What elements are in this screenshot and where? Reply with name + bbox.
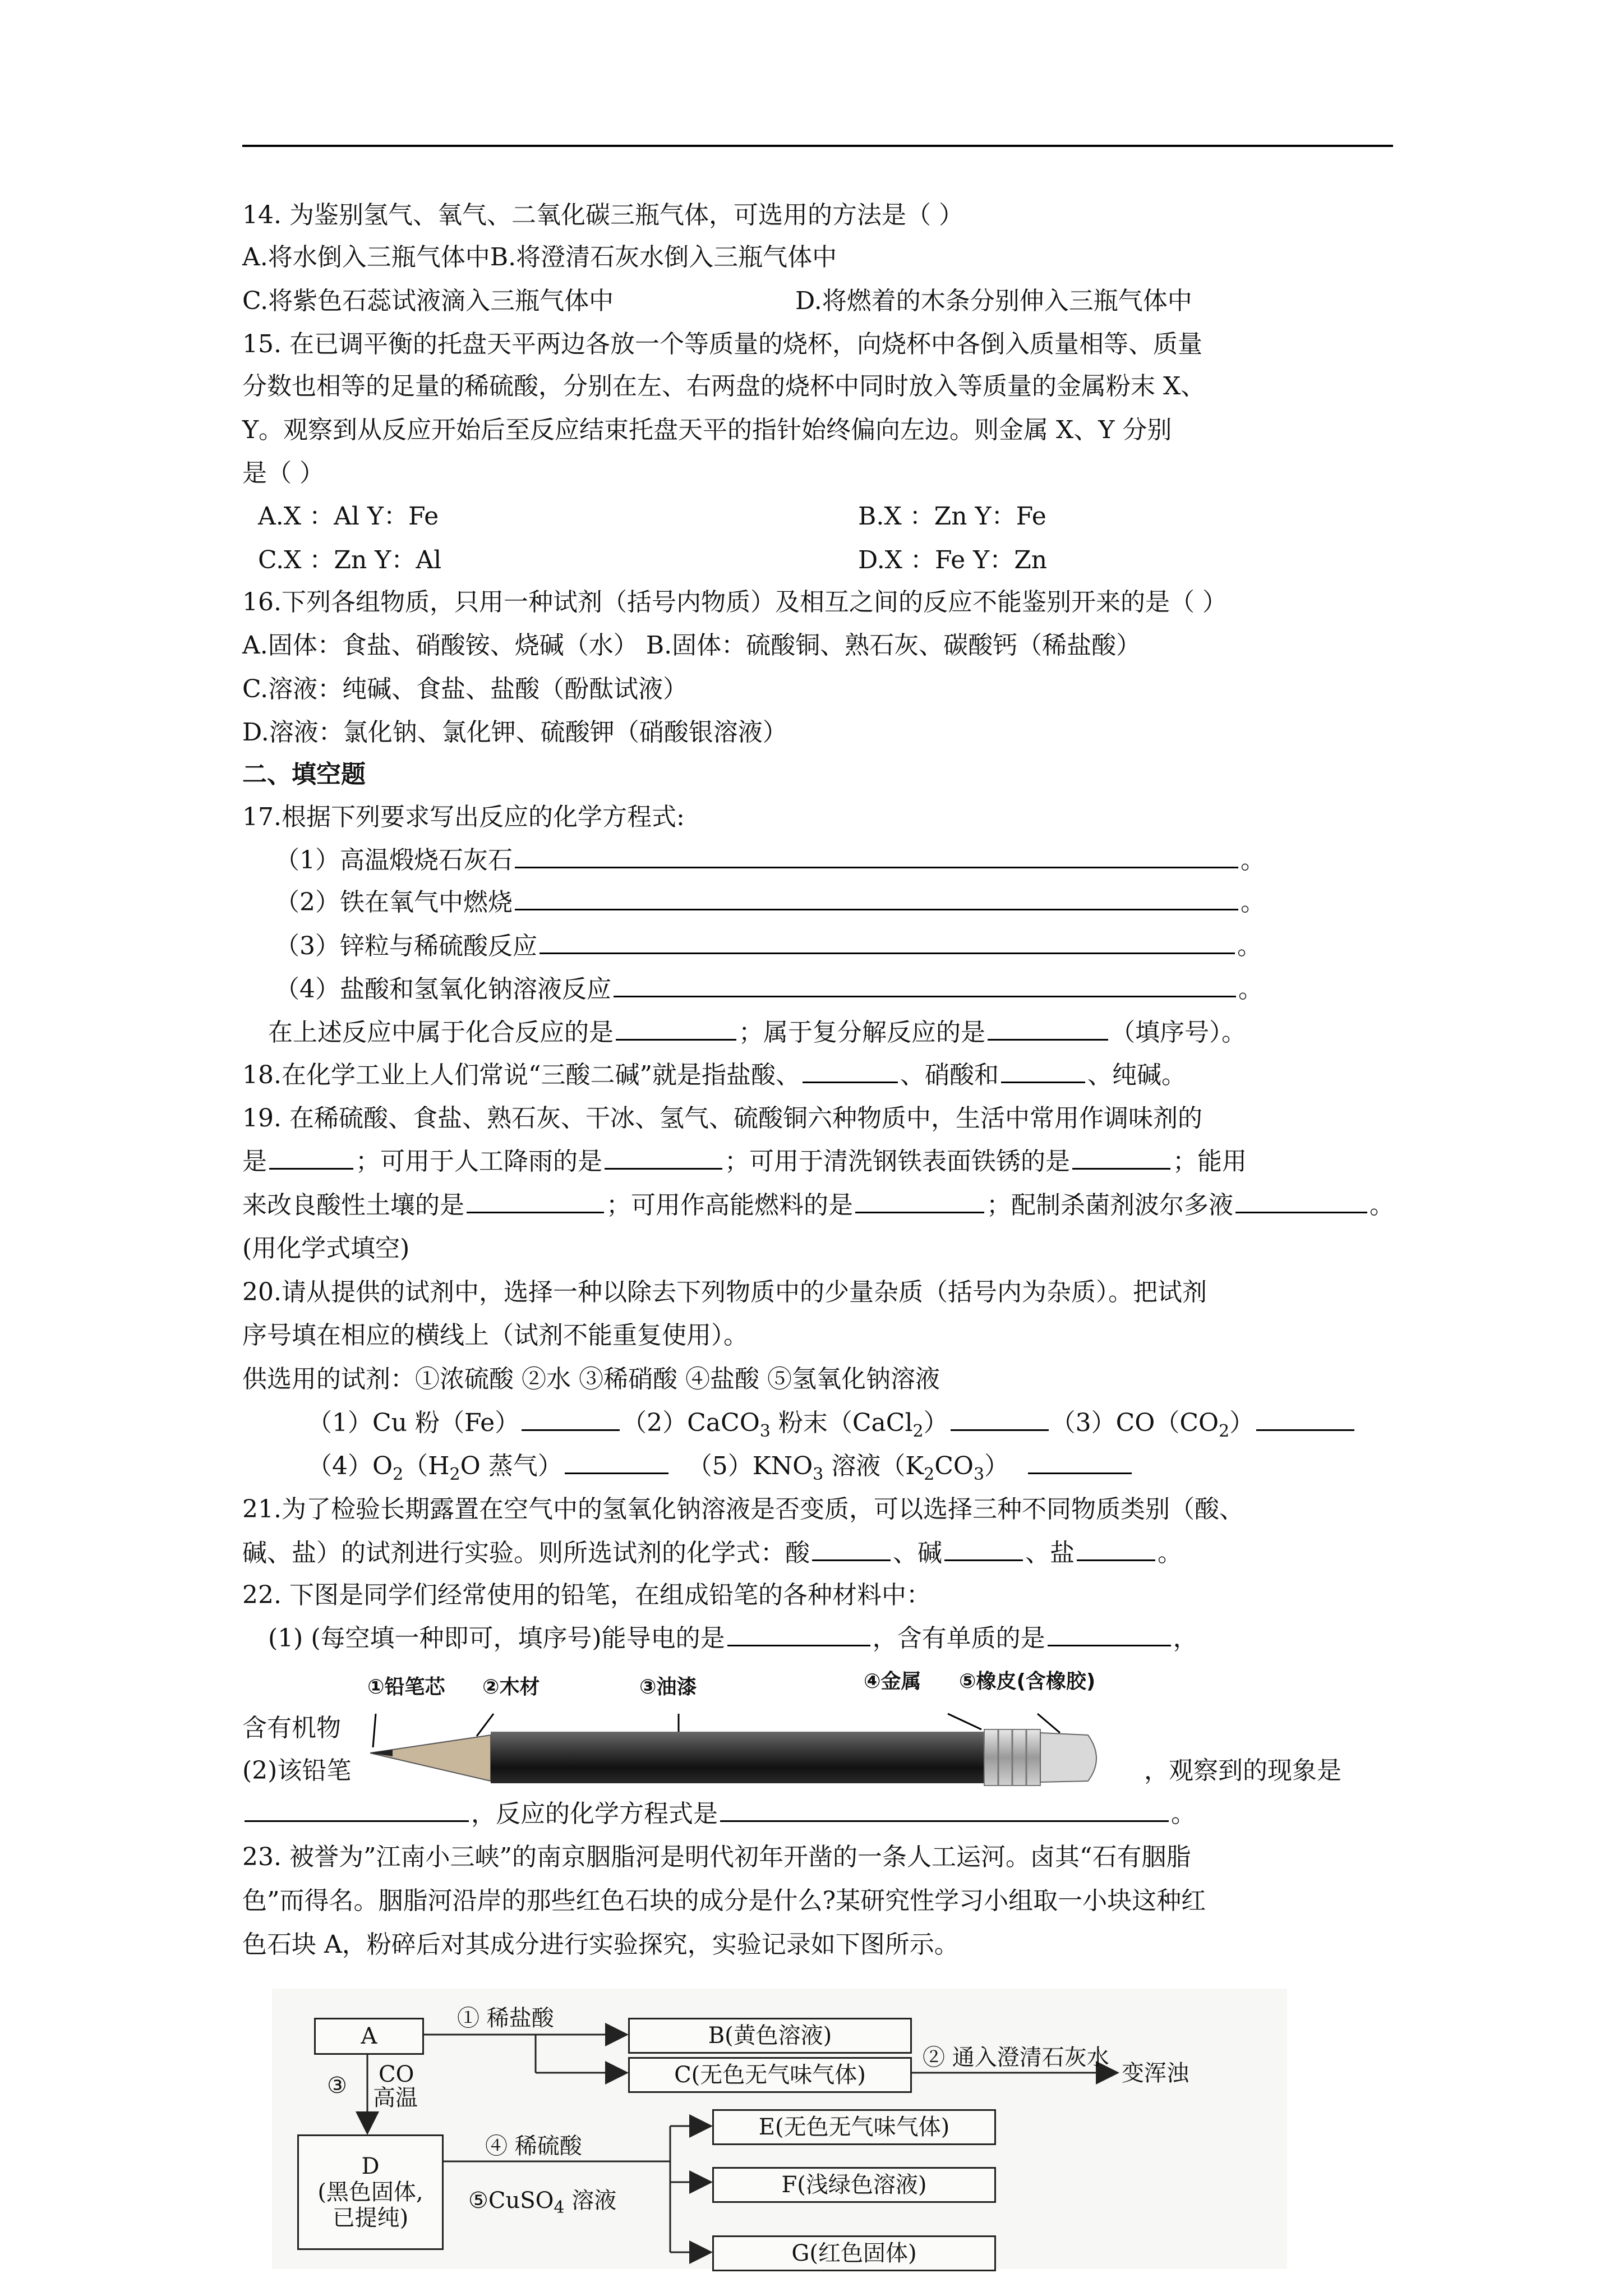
q23-line1: 23. 被誉为”江南小三峡”的南京胭脂河是明代初年开凿的一条人工运河。卤其“石有胭脂: [242, 1843, 1191, 1871]
q17-item-1: （1）高温煅烧石灰石 。: [275, 844, 1265, 877]
experiment-flow-diagram: [272, 1989, 1287, 2269]
answer-blank[interactable]: [614, 973, 1236, 997]
answer-blank[interactable]: [565, 1450, 668, 1474]
box-d-desc1: (黑色固体,: [317, 2179, 423, 2205]
answer-blank[interactable]: [269, 1145, 353, 1170]
pencil-label-paint: ③油漆: [639, 1676, 697, 1699]
q22-line5: ，反应的化学方程式是 。: [242, 1798, 1196, 1830]
box-a: A: [314, 2018, 424, 2055]
q14-option-c: C.将紫色石蕊试液滴入三瓶气体中: [242, 287, 614, 315]
q15-option-c: C.X ：Zn Y：Al: [258, 546, 442, 574]
pencil-illustration: [359, 1674, 1133, 1809]
q20-row1: （1）Cu 粉（Fe） （2）CaCO$_3$ 粉末（CaCl$_2$） $(3)CO(CO_2)$: [307, 1407, 1357, 1448]
answer-blank[interactable]: [1028, 1450, 1132, 1474]
box-c: C(无色无气味气体): [628, 2057, 912, 2093]
q22-line2: (1) (每空填一种即可，填序号)能导电的是 ，含有单质的是 ，: [268, 1622, 1198, 1655]
q20-reagents: 供选用的试剂：①浓硫酸 ②水 ③稀硝酸 ④盐酸 ⑤氢氧化钠溶液: [242, 1365, 940, 1393]
answer-blank[interactable]: [1072, 1145, 1170, 1170]
q16-options-ab: A.固体：食盐、硝酸铵、烧碱（水） B.固体：硫酸铜、熟石灰、碳酸钙（稀盐酸）: [242, 631, 1141, 660]
answer-blank[interactable]: [951, 1407, 1049, 1431]
answer-blank[interactable]: [1077, 1537, 1155, 1561]
q21-line1: 21.为了检验长期露置在空气中的氢氧化钠溶液是否变质，可以选择三种不同物质类别（酸、: [242, 1495, 1244, 1524]
q21-line2: 碱、盐）的试剂进行实验。则所选试剂的化学式：酸 、碱 、盐 。: [242, 1537, 1182, 1570]
q19-line3: 来改良酸性土壤的是 ；可用作高能燃料的是 ；配制杀菌剂波尔多液 。: [242, 1189, 1394, 1222]
box-d-desc2: 已提纯): [332, 2205, 409, 2231]
answer-blank[interactable]: [616, 1016, 736, 1041]
answer-blank[interactable]: [855, 1189, 984, 1213]
pencil-figure: [359, 1670, 1133, 1809]
box-e: E(无色无气味气体): [712, 2109, 996, 2145]
step3-reagent: CO: [379, 2062, 414, 2087]
q15-line2: 分数也相等的足量的稀硫酸，分别在左、右两盘的烧杯中同时放入等质量的金属粉末 X、: [242, 372, 1206, 401]
answer-blank[interactable]: [540, 930, 1235, 954]
answer-blank[interactable]: [515, 886, 1238, 910]
answer-blank[interactable]: [988, 1016, 1108, 1041]
q15-option-b: B.X ：Zn Y：Fe: [858, 502, 1046, 531]
box-g: G(红色固体): [712, 2235, 996, 2271]
q17-summary: 在上述反应中属于化合反应的是 ；属于复分解反应的是 （填序号）。: [268, 1016, 1246, 1049]
answer-blank[interactable]: [467, 1189, 604, 1213]
answer-blank[interactable]: [1048, 1622, 1171, 1646]
q15-option-a: A.X ：Al Y：Fe: [258, 502, 439, 531]
q15-line4: 是（ ）: [242, 459, 324, 487]
q17-item-2: （2）铁在氧气中燃烧 。: [275, 886, 1265, 919]
q15-line3: Y。观察到从反应开始后至反应结束托盘天平的指针始终偏向左边。则金属 X、Y 分别: [242, 416, 1172, 444]
q15-line1: 15. 在已调平衡的托盘天平两边各放一个等质量的烧杯，向烧杯中各倒入质量相等、质量: [242, 330, 1202, 358]
box-d: [297, 2134, 444, 2250]
q17-item-4: （4）盐酸和氢氧化钠溶液反应 。: [275, 973, 1263, 1006]
answer-blank[interactable]: [605, 1145, 722, 1170]
q22-line1: 22. 下图是同学们经常使用的铅笔，在组成铅笔的各种材料中：: [242, 1581, 931, 1609]
q14-options-ab: A.将水倒入三瓶气体中B.将澄清石灰水倒入三瓶气体中: [242, 243, 837, 272]
q14-option-d: D.将燃着的木条分别伸入三瓶气体中: [795, 287, 1192, 315]
q17-item-3: （3）锌粒与稀硫酸反应 。: [275, 930, 1262, 963]
pencil-label-lead: ①铅笔芯: [367, 1676, 445, 1699]
answer-blank[interactable]: [1235, 1189, 1367, 1213]
q22-line3: 含有机物: [242, 1714, 341, 1742]
step4-label: ④ 稀硫酸: [485, 2133, 582, 2159]
painted-body: [491, 1732, 984, 1783]
answer-blank[interactable]: [1001, 1059, 1085, 1083]
q19-line1: 19. 在稀硫酸、食盐、熟石灰、干冰、氢气、硫酸铜六种物质中，生活中常用作调味剂的: [242, 1104, 1202, 1133]
answer-blank[interactable]: [944, 1537, 1023, 1561]
eraser: [1040, 1733, 1096, 1782]
box-f: F(浅绿色溶液): [712, 2167, 996, 2203]
step2-label: ② 通入澄清石灰水: [923, 2045, 1109, 2070]
wood-cone: [370, 1735, 491, 1781]
section-title-fill-in: 二、填空题: [242, 760, 366, 789]
answer-blank[interactable]: [812, 1537, 891, 1561]
q20-line2: 序号填在相应的横线上（试剂不能重复使用）。: [242, 1321, 748, 1350]
step3-label: ③: [327, 2073, 347, 2099]
step1-label: ① 稀盐酸: [457, 2005, 554, 2031]
answer-blank[interactable]: [1256, 1407, 1354, 1431]
answer-blank[interactable]: [803, 1059, 898, 1083]
q19-line4: (用化学式填空): [242, 1234, 410, 1263]
q23-line2: 色”而得名。胭脂河沿岸的那些红色石块的成分是什么?某研究性学习小组取一小块这种红: [242, 1887, 1206, 1915]
q20-line1: 20.请从提供的试剂中，选择一种以除去下列物质中的少量杂质（括号内为杂质）。把试剂: [242, 1278, 1207, 1306]
answer-blank[interactable]: [727, 1622, 870, 1646]
q16-option-c: C.溶液：纯碱、食盐、盐酸（酚酞试液）: [242, 675, 688, 703]
step3-condition: 高温: [373, 2085, 418, 2111]
box-b: B(黄色溶液): [628, 2018, 912, 2054]
answer-blank[interactable]: [515, 844, 1238, 868]
header-rule: [242, 145, 1393, 147]
q16-option-d: D.溶液：氯化钠、氯化钾、硫酸钾（硝酸银溶液）: [242, 718, 787, 747]
q18-line: 18.在化学工业上人们常说“三酸二碱”就是指盐酸、 、硝酸和 、纯碱。: [242, 1059, 1186, 1092]
q15-option-d: D.X ：Fe Y：Zn: [858, 546, 1048, 574]
q19-line2: 是 ；可用于人工降雨的是 ；可用于清洗钢铁表面铁锈的是 ；能用: [242, 1145, 1247, 1178]
pencil-label-wood: ②木材: [482, 1676, 540, 1699]
q14-stem: 14. 为鉴别氢气、氧气、二氧化碳三瓶气体，可选用的方法是（ ）: [242, 201, 963, 229]
q17-stem: 17.根据下列要求写出反应的化学方程式:: [242, 803, 685, 831]
q20-row2: $(4)O_2(H_2O$ 蒸气） $(5)KNO_3$ 溶液$(K_2CO_3)$: [307, 1450, 1134, 1491]
step2-result: 变浑浊: [1122, 2060, 1189, 2086]
step5-label: ⑤CuSO$_4$ 溶液: [468, 2188, 617, 2217]
q16-stem: 16.下列各组物质，只用一种试剂（括号内物质）及相互之间的反应不能鉴别开来的是（ ）: [242, 588, 1227, 616]
q22-line4b: ，观察到的现象是: [1144, 1756, 1341, 1785]
pencil-label-metal: ④金属: [864, 1670, 921, 1693]
box-d-title: D: [361, 2154, 380, 2179]
q23-line3: 色石块 A，粉碎后对其成分进行实验探究，实验记录如下图所示。: [242, 1930, 959, 1959]
q22-line4a: (2)该铅笔: [242, 1756, 352, 1785]
pencil-label-eraser: ⑤橡皮(含橡胶): [959, 1670, 1096, 1693]
answer-blank[interactable]: [522, 1407, 620, 1431]
